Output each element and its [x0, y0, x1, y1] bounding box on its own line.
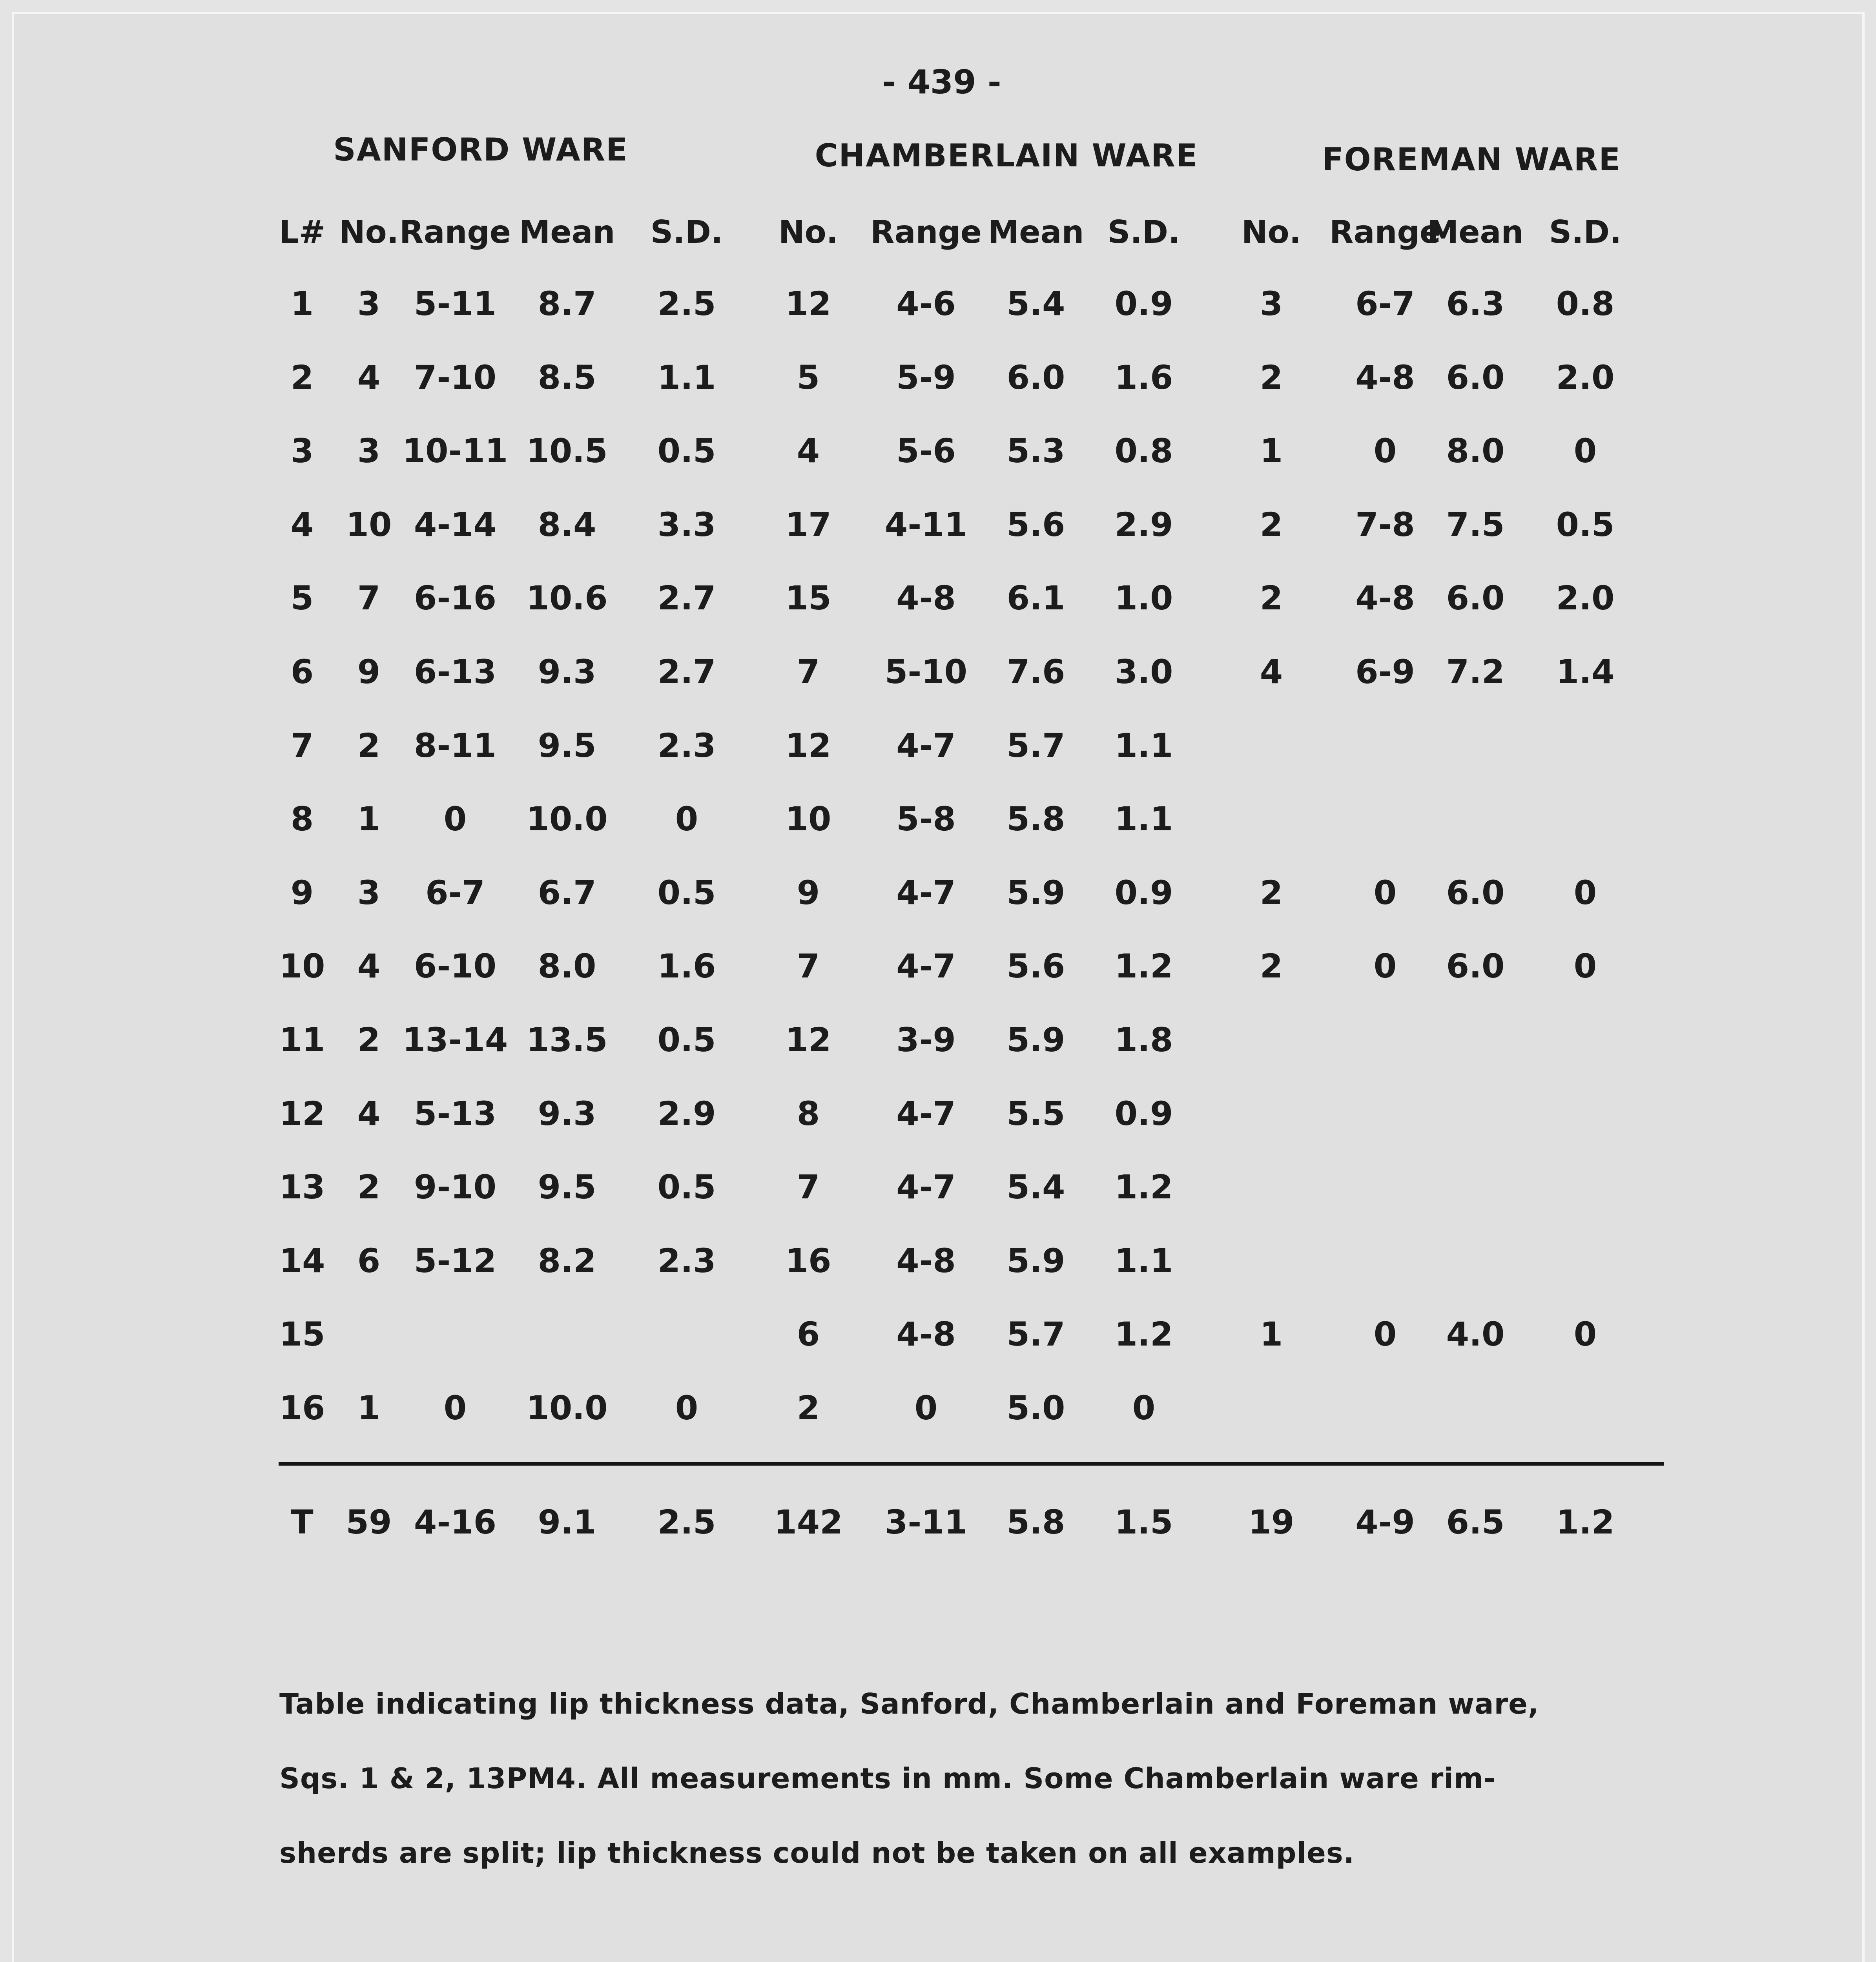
- cell-row2-chamberlain-range: 5-9: [896, 358, 956, 397]
- cell-row12-sanford-mean: 9.3: [538, 1094, 596, 1133]
- header-lnum: L#: [279, 214, 326, 250]
- total-sanford-sd: 2.5: [657, 1503, 716, 1541]
- cell-row6-chamberlain-sd: 3.0: [1114, 653, 1173, 691]
- cell-row4-sanford-range: 4-14: [414, 505, 497, 544]
- foreman-ware-heading: FOREMAN WARE: [1322, 141, 1621, 178]
- header-chamberlain-mean: Mean: [988, 214, 1084, 250]
- cell-row4-sanford-sd: 3.3: [657, 505, 716, 544]
- total-sanford-no: 59: [346, 1503, 392, 1541]
- cell-row4-chamberlain-mean: 5.6: [1006, 505, 1065, 544]
- cell-row15-foreman-no: 1: [1260, 1315, 1283, 1353]
- cell-row10-chamberlain-mean: 5.6: [1006, 947, 1065, 985]
- cell-row10-foreman-sd: 0: [1573, 947, 1597, 985]
- cell-row12-chamberlain-sd: 0.9: [1114, 1094, 1173, 1133]
- cell-row1-foreman-range: 6-7: [1355, 284, 1415, 323]
- cell-row16-sanford-range: 0: [443, 1389, 467, 1427]
- cell-row3-lnum: 3: [290, 432, 314, 470]
- cell-row5-chamberlain-mean: 6.1: [1006, 579, 1065, 617]
- cell-row3-sanford-range: 10-11: [402, 432, 508, 470]
- caption-line-3: sherds are split; lip thickness could not be taken on all examples.: [279, 1836, 1355, 1869]
- cell-row2-foreman-sd: 2.0: [1556, 358, 1615, 397]
- cell-row9-sanford-no: 3: [357, 873, 381, 912]
- cell-row11-chamberlain-no: 12: [785, 1021, 831, 1059]
- header-sanford-mean: Mean: [519, 214, 615, 250]
- cell-row6-foreman-sd: 1.4: [1556, 653, 1615, 691]
- cell-row8-sanford-mean: 10.0: [526, 800, 608, 838]
- total-lnum: T: [291, 1503, 314, 1541]
- page-number: - 439 -: [882, 63, 1001, 101]
- cell-row9-sanford-sd: 0.5: [657, 873, 716, 912]
- cell-row14-chamberlain-range: 4-8: [896, 1242, 956, 1280]
- cell-row1-chamberlain-sd: 0.9: [1114, 284, 1173, 323]
- cell-row2-chamberlain-mean: 6.0: [1006, 358, 1065, 397]
- cell-row1-foreman-no: 3: [1260, 284, 1283, 323]
- cell-row3-foreman-mean: 8.0: [1446, 432, 1505, 470]
- cell-row8-sanford-sd: 0: [675, 800, 698, 838]
- total-chamberlain-range: 3-11: [884, 1503, 968, 1541]
- cell-row16-sanford-sd: 0: [675, 1389, 698, 1427]
- cell-row14-sanford-range: 5-12: [414, 1242, 497, 1280]
- total-foreman-range: 4-9: [1355, 1503, 1415, 1541]
- cell-row7-chamberlain-sd: 1.1: [1114, 726, 1173, 765]
- header-chamberlain-range: Range: [870, 214, 982, 250]
- cell-row2-lnum: 2: [290, 358, 314, 397]
- cell-row16-chamberlain-mean: 5.0: [1006, 1389, 1065, 1427]
- cell-row10-sanford-mean: 8.0: [538, 947, 596, 985]
- cell-row11-sanford-range: 13-14: [402, 1021, 508, 1059]
- cell-row6-foreman-range: 6-9: [1355, 653, 1415, 691]
- cell-row10-sanford-sd: 1.6: [657, 947, 716, 985]
- cell-row14-chamberlain-mean: 5.9: [1006, 1242, 1065, 1280]
- cell-row2-foreman-no: 2: [1260, 358, 1283, 397]
- cell-row1-sanford-sd: 2.5: [657, 284, 716, 323]
- cell-row14-sanford-sd: 2.3: [657, 1242, 716, 1280]
- cell-row7-chamberlain-mean: 5.7: [1006, 726, 1065, 765]
- cell-row10-lnum: 10: [279, 947, 325, 985]
- cell-row6-chamberlain-no: 7: [797, 653, 820, 691]
- cell-row15-foreman-range: 0: [1373, 1315, 1397, 1353]
- cell-row5-foreman-sd: 2.0: [1556, 579, 1615, 617]
- cell-row4-foreman-mean: 7.5: [1446, 505, 1505, 544]
- cell-row10-foreman-range: 0: [1373, 947, 1397, 985]
- total-chamberlain-sd: 1.5: [1114, 1503, 1173, 1541]
- cell-row9-lnum: 9: [290, 873, 314, 912]
- header-chamberlain-no: No.: [778, 214, 839, 250]
- cell-row10-sanford-range: 6-10: [414, 947, 497, 985]
- cell-row13-chamberlain-mean: 5.4: [1006, 1168, 1065, 1206]
- cell-row6-foreman-mean: 7.2: [1446, 653, 1505, 691]
- cell-row12-lnum: 12: [279, 1094, 325, 1133]
- cell-row16-sanford-mean: 10.0: [526, 1389, 608, 1427]
- cell-row9-chamberlain-no: 9: [797, 873, 820, 912]
- cell-row4-sanford-mean: 8.4: [538, 505, 596, 544]
- cell-row13-sanford-mean: 9.5: [538, 1168, 596, 1206]
- cell-row6-lnum: 6: [290, 653, 314, 691]
- cell-row1-sanford-mean: 8.7: [538, 284, 596, 323]
- cell-row15-foreman-sd: 0: [1573, 1315, 1597, 1353]
- cell-row1-foreman-mean: 6.3: [1446, 284, 1505, 323]
- header-foreman-no: No.: [1241, 214, 1302, 250]
- cell-row4-foreman-range: 7-8: [1355, 505, 1415, 544]
- chamberlain-ware-heading: CHAMBERLAIN WARE: [815, 137, 1198, 174]
- total-divider-rule: [279, 1462, 1664, 1466]
- cell-row14-sanford-no: 6: [357, 1242, 381, 1280]
- cell-row6-chamberlain-range: 5-10: [884, 653, 968, 691]
- cell-row7-sanford-sd: 2.3: [657, 726, 716, 765]
- cell-row11-chamberlain-mean: 5.9: [1006, 1021, 1065, 1059]
- cell-row11-chamberlain-sd: 1.8: [1114, 1021, 1173, 1059]
- cell-row8-chamberlain-range: 5-8: [896, 800, 956, 838]
- cell-row1-sanford-range: 5-11: [414, 284, 497, 323]
- cell-row16-chamberlain-sd: 0: [1132, 1389, 1156, 1427]
- cell-row8-chamberlain-mean: 5.8: [1006, 800, 1065, 838]
- cell-row9-chamberlain-mean: 5.9: [1006, 873, 1065, 912]
- cell-row3-sanford-mean: 10.5: [526, 432, 608, 470]
- cell-row11-sanford-no: 2: [357, 1021, 381, 1059]
- cell-row7-chamberlain-range: 4-7: [896, 726, 956, 765]
- cell-row8-chamberlain-no: 10: [785, 800, 831, 838]
- cell-row3-sanford-no: 3: [357, 432, 381, 470]
- cell-row13-chamberlain-no: 7: [797, 1168, 820, 1206]
- cell-row1-lnum: 1: [290, 284, 314, 323]
- cell-row7-sanford-no: 2: [357, 726, 381, 765]
- cell-row13-sanford-sd: 0.5: [657, 1168, 716, 1206]
- cell-row7-sanford-mean: 9.5: [538, 726, 596, 765]
- cell-row10-chamberlain-sd: 1.2: [1114, 947, 1173, 985]
- cell-row2-sanford-mean: 8.5: [538, 358, 596, 397]
- cell-row14-chamberlain-sd: 1.1: [1114, 1242, 1173, 1280]
- cell-row13-chamberlain-sd: 1.2: [1114, 1168, 1173, 1206]
- cell-row9-foreman-sd: 0: [1573, 873, 1597, 912]
- cell-row5-sanford-mean: 10.6: [526, 579, 608, 617]
- cell-row2-chamberlain-no: 5: [797, 358, 820, 397]
- cell-row1-chamberlain-mean: 5.4: [1006, 284, 1065, 323]
- cell-row2-foreman-range: 4-8: [1355, 358, 1415, 397]
- cell-row15-chamberlain-sd: 1.2: [1114, 1315, 1173, 1353]
- cell-row12-sanford-range: 5-13: [414, 1094, 497, 1133]
- cell-row11-sanford-sd: 0.5: [657, 1021, 716, 1059]
- cell-row6-sanford-mean: 9.3: [538, 653, 596, 691]
- cell-row16-lnum: 16: [279, 1389, 325, 1427]
- cell-row15-chamberlain-range: 4-8: [896, 1315, 956, 1353]
- cell-row16-chamberlain-range: 0: [914, 1389, 938, 1427]
- cell-row6-foreman-no: 4: [1260, 653, 1283, 691]
- header-foreman-sd: S.D.: [1549, 214, 1622, 250]
- cell-row12-chamberlain-no: 8: [797, 1094, 820, 1133]
- cell-row3-chamberlain-range: 5-6: [896, 432, 956, 470]
- cell-row4-sanford-no: 10: [346, 505, 392, 544]
- cell-row5-chamberlain-sd: 1.0: [1114, 579, 1173, 617]
- cell-row10-chamberlain-no: 7: [797, 947, 820, 985]
- cell-row5-lnum: 5: [290, 579, 314, 617]
- cell-row5-sanford-range: 6-16: [414, 579, 497, 617]
- cell-row2-foreman-mean: 6.0: [1446, 358, 1505, 397]
- cell-row14-sanford-mean: 8.2: [538, 1242, 596, 1280]
- header-sanford-range: Range: [399, 214, 511, 250]
- cell-row4-lnum: 4: [290, 505, 314, 544]
- cell-row2-sanford-sd: 1.1: [657, 358, 716, 397]
- cell-row14-chamberlain-no: 16: [785, 1242, 831, 1280]
- cell-row5-foreman-range: 4-8: [1355, 579, 1415, 617]
- cell-row1-sanford-no: 3: [357, 284, 381, 323]
- total-sanford-range: 4-16: [414, 1503, 497, 1541]
- cell-row5-foreman-mean: 6.0: [1446, 579, 1505, 617]
- caption-line-1: Table indicating lip thickness data, Sanford, Chamberlain and Foreman ware,: [279, 1687, 1539, 1720]
- cell-row15-chamberlain-mean: 5.7: [1006, 1315, 1065, 1353]
- cell-row12-sanford-sd: 2.9: [657, 1094, 716, 1133]
- cell-row5-foreman-no: 2: [1260, 579, 1283, 617]
- cell-row3-chamberlain-mean: 5.3: [1006, 432, 1065, 470]
- cell-row16-sanford-no: 1: [357, 1389, 381, 1427]
- cell-row2-sanford-no: 4: [357, 358, 381, 397]
- cell-row13-lnum: 13: [279, 1168, 325, 1206]
- cell-row7-sanford-range: 8-11: [414, 726, 497, 765]
- cell-row11-lnum: 11: [279, 1021, 325, 1059]
- cell-row10-chamberlain-range: 4-7: [896, 947, 956, 985]
- cell-row5-sanford-sd: 2.7: [657, 579, 716, 617]
- cell-row12-chamberlain-mean: 5.5: [1006, 1094, 1065, 1133]
- cell-row3-chamberlain-sd: 0.8: [1114, 432, 1173, 470]
- sanford-ware-heading: SANFORD WARE: [333, 131, 628, 168]
- caption-line-2: Sqs. 1 & 2, 13PM4. All measurements in mm. Some Chamberlain ware rim-: [279, 1762, 1496, 1795]
- cell-row12-sanford-no: 4: [357, 1094, 381, 1133]
- cell-row4-chamberlain-no: 17: [785, 505, 831, 544]
- cell-row12-chamberlain-range: 4-7: [896, 1094, 956, 1133]
- header-foreman-range: Range: [1329, 214, 1441, 250]
- cell-row7-lnum: 7: [290, 726, 314, 765]
- cell-row1-chamberlain-range: 4-6: [896, 284, 956, 323]
- cell-row4-chamberlain-range: 4-11: [884, 505, 968, 544]
- cell-row8-sanford-range: 0: [443, 800, 467, 838]
- cell-row7-chamberlain-no: 12: [785, 726, 831, 765]
- cell-row8-sanford-no: 1: [357, 800, 381, 838]
- cell-row5-sanford-no: 7: [357, 579, 381, 617]
- cell-row2-sanford-range: 7-10: [414, 358, 497, 397]
- cell-row3-foreman-range: 0: [1373, 432, 1397, 470]
- cell-row15-lnum: 15: [279, 1315, 325, 1353]
- total-foreman-no: 19: [1248, 1503, 1294, 1541]
- cell-row11-chamberlain-range: 3-9: [896, 1021, 956, 1059]
- cell-row4-foreman-sd: 0.5: [1556, 505, 1615, 544]
- cell-row8-lnum: 8: [290, 800, 314, 838]
- cell-row16-chamberlain-no: 2: [797, 1389, 820, 1427]
- cell-row10-foreman-no: 2: [1260, 947, 1283, 985]
- cell-row5-chamberlain-range: 4-8: [896, 579, 956, 617]
- total-sanford-mean: 9.1: [538, 1503, 596, 1541]
- cell-row14-lnum: 14: [279, 1242, 325, 1280]
- cell-row9-foreman-range: 0: [1373, 873, 1397, 912]
- total-chamberlain-mean: 5.8: [1006, 1503, 1065, 1541]
- cell-row15-foreman-mean: 4.0: [1446, 1315, 1505, 1353]
- cell-row6-sanford-sd: 2.7: [657, 653, 716, 691]
- header-chamberlain-sd: S.D.: [1107, 214, 1180, 250]
- cell-row9-chamberlain-sd: 0.9: [1114, 873, 1173, 912]
- cell-row3-sanford-sd: 0.5: [657, 432, 716, 470]
- cell-row9-sanford-mean: 6.7: [538, 873, 596, 912]
- cell-row13-sanford-range: 9-10: [414, 1168, 497, 1206]
- cell-row1-foreman-sd: 0.8: [1556, 284, 1615, 323]
- cell-row13-chamberlain-range: 4-7: [896, 1168, 956, 1206]
- cell-row6-sanford-no: 9: [357, 653, 381, 691]
- cell-row11-sanford-mean: 13.5: [526, 1021, 608, 1059]
- cell-row10-foreman-mean: 6.0: [1446, 947, 1505, 985]
- total-chamberlain-no: 142: [774, 1503, 843, 1541]
- header-sanford-sd: S.D.: [650, 214, 723, 250]
- header-sanford-no: No.: [339, 214, 399, 250]
- cell-row3-chamberlain-no: 4: [797, 432, 820, 470]
- cell-row3-foreman-sd: 0: [1573, 432, 1597, 470]
- cell-row4-foreman-no: 2: [1260, 505, 1283, 544]
- cell-row2-chamberlain-sd: 1.6: [1114, 358, 1173, 397]
- cell-row9-foreman-no: 2: [1260, 873, 1283, 912]
- cell-row10-sanford-no: 4: [357, 947, 381, 985]
- cell-row6-chamberlain-mean: 7.6: [1006, 653, 1065, 691]
- cell-row9-foreman-mean: 6.0: [1446, 873, 1505, 912]
- cell-row3-foreman-no: 1: [1260, 432, 1283, 470]
- cell-row8-chamberlain-sd: 1.1: [1114, 800, 1173, 838]
- cell-row9-sanford-range: 6-7: [425, 873, 485, 912]
- cell-row9-chamberlain-range: 4-7: [896, 873, 956, 912]
- cell-row15-chamberlain-no: 6: [797, 1315, 820, 1353]
- total-foreman-mean: 6.5: [1446, 1503, 1505, 1541]
- cell-row4-chamberlain-sd: 2.9: [1114, 505, 1173, 544]
- cell-row5-chamberlain-no: 15: [785, 579, 831, 617]
- cell-row1-chamberlain-no: 12: [785, 284, 831, 323]
- total-foreman-sd: 1.2: [1556, 1503, 1615, 1541]
- header-foreman-mean: Mean: [1427, 214, 1524, 250]
- cell-row13-sanford-no: 2: [357, 1168, 381, 1206]
- cell-row6-sanford-range: 6-13: [414, 653, 497, 691]
